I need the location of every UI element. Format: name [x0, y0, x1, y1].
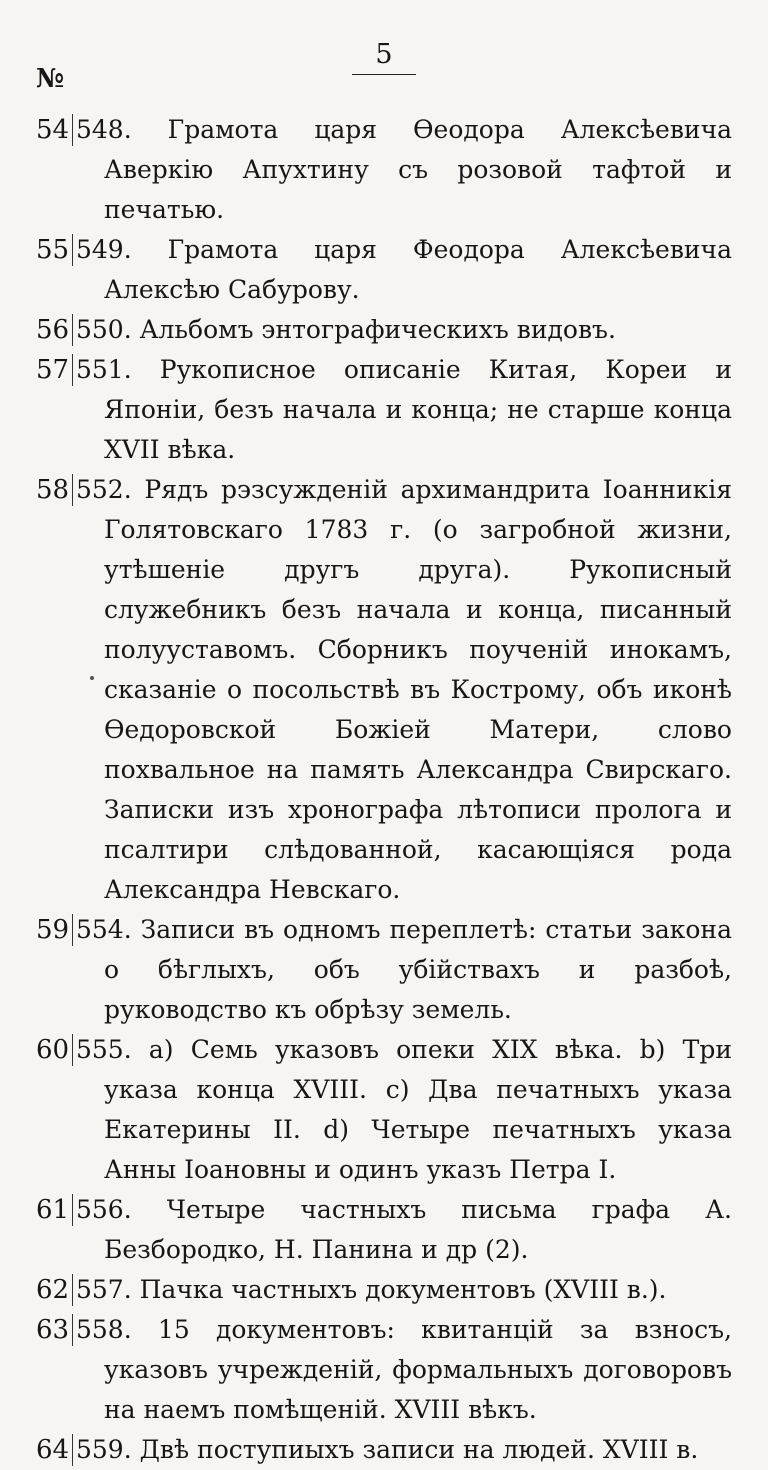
entry-number: 62	[36, 1275, 70, 1305]
catalog-entry	[0, 230, 768, 310]
column-divider	[72, 1034, 73, 1066]
catalog-entry	[0, 310, 768, 350]
entry-text: 554. Записи въ одномъ переплетѣ: статьи закона о бѣглыхъ, объ убійствахъ и разбоѣ, руководство къ обрѣзу земель.	[76, 915, 732, 1024]
column-divider	[72, 114, 73, 146]
entry-number: 55	[36, 235, 70, 265]
entry-number: 64	[36, 1435, 70, 1465]
catalog-entry	[0, 910, 768, 1030]
entry-number: 54	[36, 115, 70, 145]
entry-text: 549. Грамота царя Феодора Алексѣевича Алексѣю Сабурову.	[76, 235, 732, 304]
column-divider	[72, 354, 73, 386]
column-divider	[72, 914, 73, 946]
entry-text: 556. Четыре частныхъ письма графа А. Безбородко, Н. Панина и др (2).	[76, 1195, 732, 1264]
entry-number: 56	[36, 315, 70, 345]
page-number: 5	[375, 39, 393, 70]
catalog-entry	[0, 110, 768, 230]
catalog-entry	[0, 350, 768, 470]
entry-text: 559. Двѣ поступиыхъ записи на людей. XVIII в.	[76, 1435, 699, 1464]
catalog-entry	[0, 1270, 768, 1310]
catalog-entry	[0, 1030, 768, 1190]
entry-number: 63	[36, 1315, 70, 1345]
entry-number: 61	[36, 1195, 70, 1225]
catalog-entries	[0, 110, 768, 1470]
entry-text: 548. Грамота царя Өеодора Алексѣевича Аверкію Апухтину съ розовой тафтой и печатью.	[76, 115, 732, 224]
entry-number: 60	[36, 1035, 70, 1065]
entry-number: 58	[36, 475, 70, 505]
catalog-entry	[0, 1430, 768, 1470]
entry-text: 558. 15 документовъ: квитанцій за взносъ, указовъ учрежденій, формальныхъ договоровъ на наемъ помѣщеній. XVIII вѣкъ.	[76, 1315, 732, 1424]
print-speck	[90, 676, 94, 680]
column-divider	[72, 1194, 73, 1226]
column-divider	[72, 1314, 73, 1346]
column-divider	[72, 474, 73, 506]
column-divider	[72, 314, 73, 346]
page-number-rule	[352, 74, 416, 75]
catalog-entry	[0, 1310, 768, 1430]
entry-number: 57	[36, 355, 70, 385]
entry-text: 550. Альбомъ энтографическихъ видовъ.	[76, 315, 616, 344]
entry-text: 555. a) Семь указовъ опеки XIX вѣка. b) Три указа конца XVIII. c) Два печатныхъ указа Екатерины II. d) Четыре печатныхъ указа Анны Іоановны и одинъ указъ Петра I.	[76, 1035, 732, 1184]
entry-number: 59	[36, 915, 70, 945]
entry-text: 557. Пачка частныхъ документовъ (XVIII в.).	[76, 1275, 667, 1304]
column-divider	[72, 234, 73, 266]
column-divider	[72, 1434, 73, 1466]
column-divider	[72, 1274, 73, 1306]
entry-text: 552. Рядъ рэзсужденій архимандрита Іоанникія Голятовскаго 1783 г. (о загробной жизни, утѣшеніе другъ друга). Рукописный служебникъ безъ начала и конца, писанный полууставомъ. Сборникъ поученій инокамъ, сказаніе о посольствѣ въ Кострому, объ иконѣ Өедоровской Божіей Матери, слово похвальное на память Александра Свирскаго. Записки изъ хронографа лѣтописи пролога и псалтири слѣдованной, касающіяся рода Александра Невскаго.	[76, 475, 732, 904]
catalog-entry	[0, 470, 768, 910]
catalog-entry	[0, 1190, 768, 1270]
entry-text: 551. Рукописное описаніе Китая, Кореи и Японіи, безъ начала и конца; не старше конца XVII вѣка.	[76, 355, 732, 464]
number-column-heading: №	[36, 64, 65, 94]
